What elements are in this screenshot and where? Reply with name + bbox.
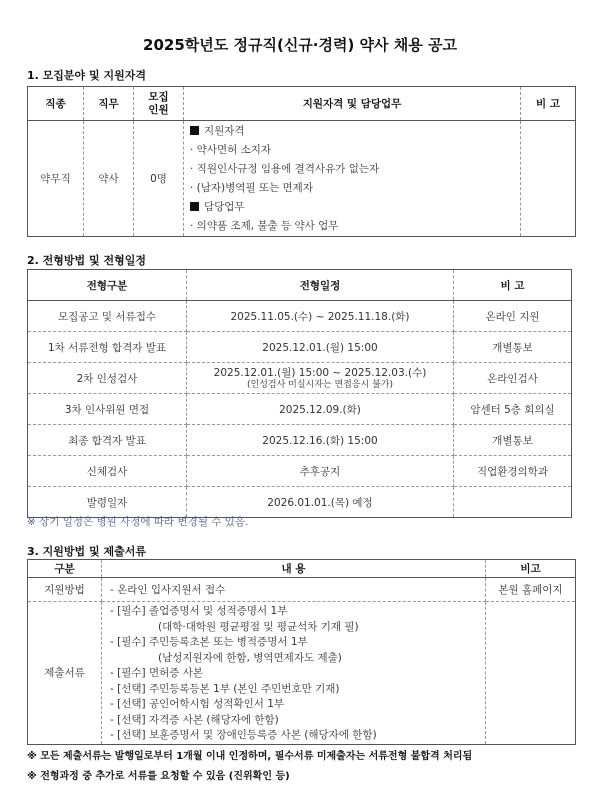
stage-text: 3차 인사위원 면접 [64, 403, 150, 416]
note [454, 487, 572, 518]
doc-item: - [필수] 졸업증명서 및 성적증명서 1부 [110, 605, 288, 617]
method-note: 본원 홈페이지 [486, 578, 576, 602]
schedule-text: 2025.12.16.(화) 15:00 [262, 434, 378, 447]
schedule-text: 2025.12.09.(화) [279, 403, 361, 416]
task-item: · 의약품 조제, 불출 등 약사 업무 [190, 219, 339, 232]
stage [28, 301, 187, 332]
doc-item: - [선택] 주민등록등본 1부 (본인 주민번호만 기재) [110, 682, 340, 695]
stage-text: 2차 인성검사 [76, 372, 138, 385]
note-text: 개별통보 [492, 341, 533, 354]
note [521, 121, 576, 237]
stage [28, 456, 187, 487]
note-text: 직업환경의학과 [476, 465, 548, 478]
doc-item: - [필수] 주민등록초본 또는 병적증명서 1부 [110, 636, 308, 648]
schedule [187, 394, 454, 425]
header-count: 모집 인원 [134, 87, 184, 121]
schedule-text: 2025.12.01.(월) 15:00 ~ 2025.12.03.(수) [213, 367, 427, 379]
table-row [28, 121, 576, 237]
docs-footnote: ※ 전형과정 중 추가로 서류를 요청할 수 있음 (진위확인 등) [27, 771, 290, 782]
doc-item: (대학·대학원 평균평점 및 평균석차 기재 필) [158, 620, 359, 633]
note [454, 394, 572, 425]
schedule [187, 301, 454, 332]
schedule-footnote: ※ 상기 일정은 병원 사정에 따라 변경될 수 있음. [27, 516, 249, 528]
schedule-text: 추후공지 [299, 465, 341, 478]
note [454, 301, 572, 332]
note-text: 암센터 5층 회의실 [470, 403, 555, 416]
schedule [187, 363, 454, 394]
note [454, 363, 572, 394]
task-title: 담당업무 [204, 200, 245, 213]
square-bullet-icon [190, 126, 199, 135]
qual-item: · 약사면허 소지자 [190, 143, 272, 156]
schedule [187, 332, 454, 363]
header-note: 비 고 [521, 87, 576, 121]
header-qualifications: 지원자격 및 담당업무 [184, 87, 521, 121]
doc-item: - [필수] 면허증 사본 [110, 667, 203, 679]
table-row [28, 332, 572, 363]
doc-item: - [선택] 공인어학시험 성적확인서 1부 [110, 698, 285, 710]
schedule-text: 2026.01.01.(목) 예정 [267, 496, 373, 509]
stage [28, 332, 187, 363]
schedule [187, 456, 454, 487]
note [454, 456, 572, 487]
note [454, 425, 572, 456]
schedule-text: 2025.12.01.(월) 15:00 [262, 341, 378, 354]
page-title: 2025학년도 정규직(신규·경력) 약사 채용 공고 [143, 36, 457, 54]
documents-table [27, 559, 576, 745]
qual-item: · 직원인사규정 임용에 결격사유가 없는자 [190, 162, 380, 175]
table-row [28, 602, 576, 745]
header-note: 비고 [486, 560, 576, 578]
stage-text: 발령일자 [86, 496, 128, 509]
section1-heading: 1. 모집분야 및 지원자격 [27, 69, 146, 82]
note-text: 개별통보 [492, 434, 533, 447]
table-row [28, 363, 572, 394]
table-row [28, 301, 572, 332]
schedule-text: 2025.11.05.(수) ~ 2025.11.18.(화) [230, 310, 410, 323]
method-content: - 온라인 입사지원서 접수 [102, 578, 486, 602]
count: 0명 [134, 121, 184, 237]
schedule-subnote: (인성검사 미실시자는 면접응시 불가) [246, 380, 394, 390]
stage [28, 487, 187, 518]
table-row [28, 394, 572, 425]
table-row [28, 425, 572, 456]
doc-item: - [선택] 보훈증명서 및 장애인등록증 사본 (해당자에 한함) [110, 729, 377, 741]
note-text: 온라인검사 [487, 372, 538, 385]
recruit-table [27, 86, 576, 237]
schedule-table [27, 269, 572, 518]
stage-text: 1차 서류전형 합격자 발표 [47, 341, 167, 354]
method-label: 지원방법 [28, 578, 102, 602]
doc-item: (남성지원자에 한함, 병역면제자도 제출) [158, 651, 342, 664]
header-duty: 직무 [84, 87, 134, 121]
header-stage: 전형구분 [28, 270, 187, 301]
stage [28, 363, 187, 394]
table-row [28, 487, 572, 518]
section3-heading: 3. 지원방법 및 제출서류 [27, 545, 146, 558]
header-schedule: 전형일정 [187, 270, 454, 301]
duty: 약사 [84, 121, 134, 237]
header-job-type: 직종 [28, 87, 84, 121]
job-type: 약무직 [28, 121, 84, 237]
note [454, 332, 572, 363]
square-bullet-icon [190, 202, 199, 211]
doc-item: - [선택] 자격증 사본 (해당자에 한함) [110, 713, 279, 726]
header-note: 비 고 [454, 270, 572, 301]
schedule [187, 425, 454, 456]
header-content: 내 용 [102, 560, 486, 578]
qual-title: 지원자격 [204, 124, 245, 137]
stage-text: 신체검사 [86, 465, 128, 478]
docs-label: 제출서류 [28, 602, 102, 745]
header-category: 구분 [28, 560, 102, 578]
docs-note [486, 602, 576, 745]
note-text: 온라인 지원 [485, 310, 540, 323]
table-row [28, 456, 572, 487]
schedule [187, 487, 454, 518]
stage [28, 425, 187, 456]
stage-text: 최종 합격자 발표 [68, 434, 146, 447]
table-row [28, 578, 576, 602]
stage [28, 394, 187, 425]
docs-footnote: ※ 모든 제출서류는 발행일로부터 1개월 이내 인정하며, 필수서류 미제출자는 서류전형 불합격 처리됨 [27, 751, 473, 762]
section2-heading: 2. 전형방법 및 전형일정 [27, 254, 146, 267]
qual-item: · (남자)병역필 또는 면제자 [190, 181, 313, 194]
stage-text: 모집공고 및 서류접수 [58, 310, 156, 323]
